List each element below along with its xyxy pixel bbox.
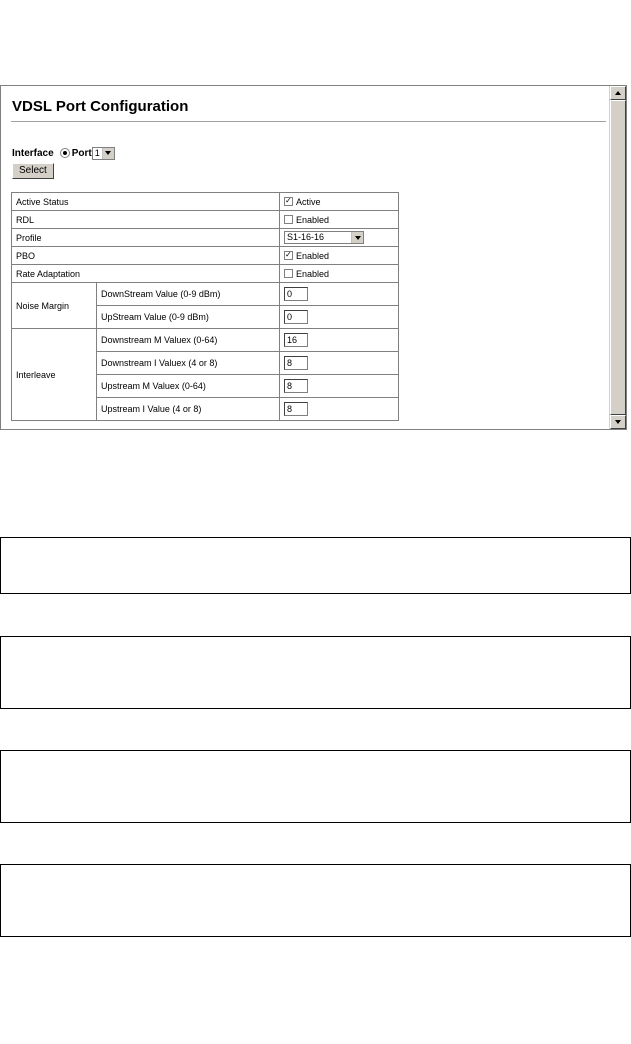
upstream-i-input[interactable]: 8 <box>284 402 308 416</box>
scrollbar-thumb[interactable] <box>610 100 626 415</box>
port-radio-label: Port <box>71 147 92 159</box>
field-label: Upstream M Valuex (0-64) <box>97 375 280 398</box>
group-label: Interleave <box>12 329 97 421</box>
table-row <box>12 193 399 211</box>
downstream-noise-input[interactable]: 0 <box>284 287 308 301</box>
upstream-noise-input[interactable]: 0 <box>284 310 308 324</box>
rate-adaptation-checkbox[interactable] <box>284 269 293 278</box>
table-row <box>12 211 399 229</box>
field-label: Upstream I Value (4 or 8) <box>97 398 280 421</box>
browser-frame <box>0 85 627 430</box>
table-row <box>12 283 399 306</box>
interface-row <box>12 144 115 162</box>
vertical-scrollbar[interactable] <box>609 86 626 429</box>
checkbox-label: Active <box>296 196 321 207</box>
text-box <box>0 864 631 937</box>
field-label: UpStream Value (0-9 dBm) <box>97 306 280 329</box>
table-row <box>12 265 399 283</box>
row-label: RDL <box>12 211 280 229</box>
pbo-checkbox[interactable] <box>284 251 293 260</box>
chevron-down-icon[interactable] <box>102 148 114 159</box>
field-label: Downstream M Valuex (0-64) <box>97 329 280 352</box>
table-row <box>12 229 399 247</box>
page-title: VDSL Port Configuration <box>12 98 189 115</box>
table-row <box>12 329 399 352</box>
checkbox-label: Enabled <box>296 268 330 279</box>
scroll-down-icon[interactable] <box>610 415 626 429</box>
profile-select-value: S1-16-16 <box>287 232 325 242</box>
downstream-m-input[interactable]: 16 <box>284 333 308 347</box>
checkbox-label: Enabled <box>296 250 330 261</box>
profile-select[interactable] <box>284 231 364 244</box>
scroll-up-icon[interactable] <box>610 86 626 100</box>
config-table <box>11 192 399 421</box>
interface-label: Interface <box>12 147 54 159</box>
field-label: DownStream Value (0-9 dBm) <box>97 283 280 306</box>
row-label: Profile <box>12 229 280 247</box>
upstream-m-input[interactable]: 8 <box>284 379 308 393</box>
port-select[interactable] <box>92 147 115 160</box>
port-select-value: 1 <box>94 147 100 158</box>
checkbox-label: Enabled <box>296 214 330 225</box>
row-label: PBO <box>12 247 280 265</box>
text-box <box>0 636 631 709</box>
field-label: Downstream I Valuex (4 or 8) <box>97 352 280 375</box>
title-divider <box>11 121 606 122</box>
page-content <box>1 86 609 429</box>
port-radio[interactable] <box>60 148 70 158</box>
select-button[interactable]: Select <box>12 163 54 179</box>
row-label: Rate Adaptation <box>12 265 280 283</box>
active-status-checkbox[interactable] <box>284 197 293 206</box>
chevron-down-icon[interactable] <box>351 232 363 243</box>
downstream-i-input[interactable]: 8 <box>284 356 308 370</box>
rdl-checkbox[interactable] <box>284 215 293 224</box>
text-box <box>0 750 631 823</box>
group-label: Noise Margin <box>12 283 97 329</box>
table-row <box>12 247 399 265</box>
text-box <box>0 537 631 594</box>
row-label: Active Status <box>12 193 280 211</box>
